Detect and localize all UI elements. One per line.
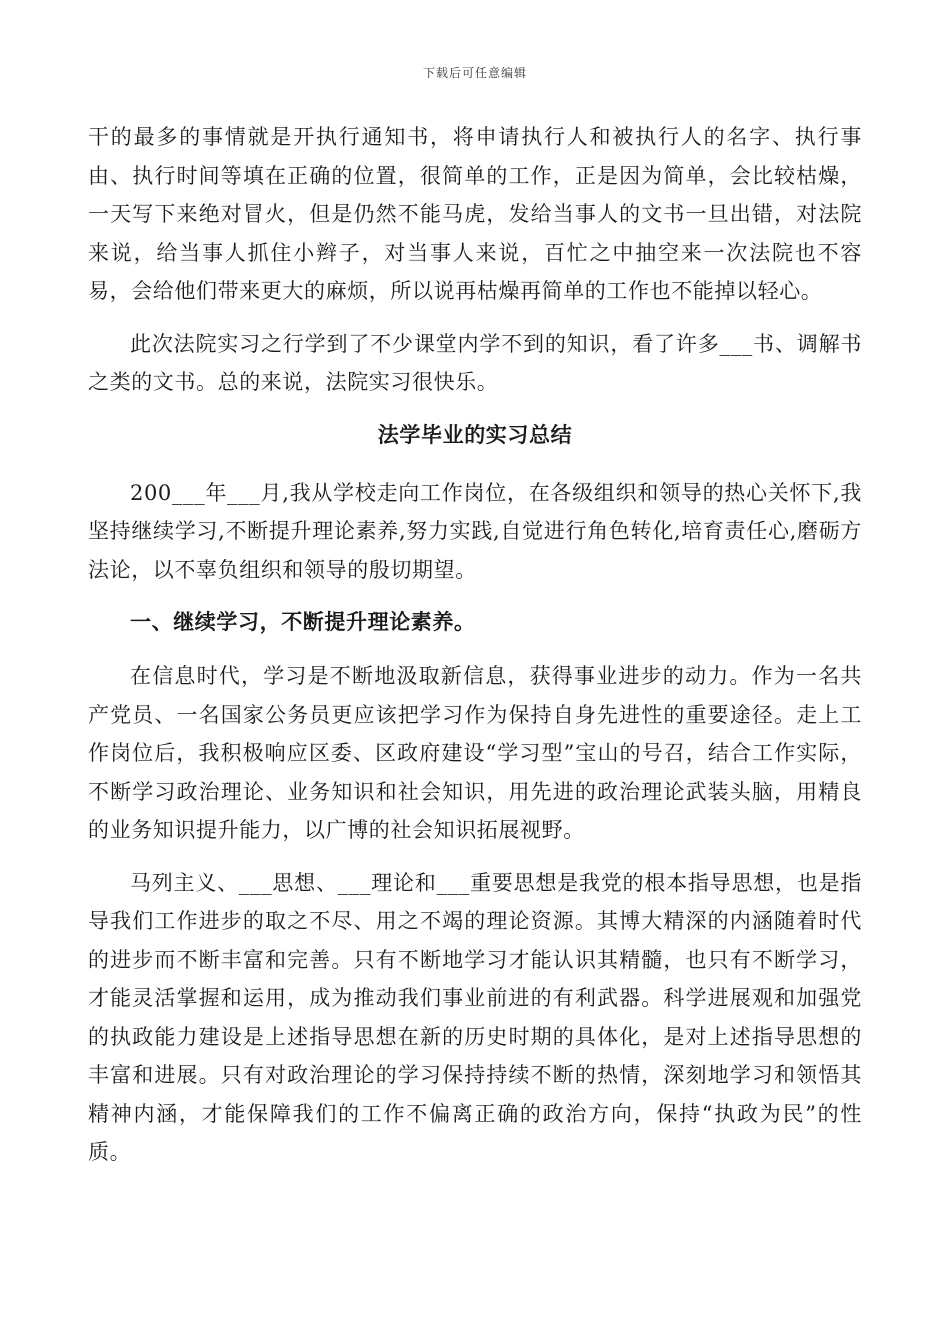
- paragraph-information-age: 在信息时代，学习是不断地汲取新信息，获得事业进步的动力。作为一名共产党员、一名国家公务员更应该把学习作为保持自身先进性的重要途径。走上工作岗位后，我积极响应区委、区政府建设“学习型”宝山的号召，结合工作实际，不断学习政治理论、业务知识和社会知识，用先进的政治理论武装头脑，用精良的业务知识提升能力，以广博的社会知识拓展视野。: [88, 664, 862, 842]
- section-heading-1: 一、继续学习，不断提升理论素养。: [130, 609, 476, 634]
- document-title: 法学毕业的实习总结: [377, 421, 573, 447]
- paragraph-internship-conclusion: 此次法院实习之行学到了不少课堂内学不到的知识，看了许多___书、调解书之类的文书。总的来说，法院实习很快乐。: [88, 331, 862, 394]
- paragraph-guiding-thought: 马列主义、___思想、___理论和___重要思想是我党的根本指导思想，也是指导我们工作进步的取之不尽、用之不竭的理论资源。其博大精深的内涵随着时代的进步而不断丰富和完善。只有不断地学习才能认识其精髓，也只有不断学习，才能灵活掌握和运用，成为推动我们事业前进的有利武器。科学进展观和加强党的执政能力建设是上述指导思想在新的历史时期的具体化，是对上述指导思想的丰富和进展。只有对政治理论的学习保持持续不断的热情，深刻地学习和领悟其精神内涵，才能保障我们的工作不偏离正确的政治方向，保持“执政为民”的性质。: [88, 870, 862, 1164]
- document-body: [88, 118, 862, 1172]
- page-header-note: 下载后可任意编辑: [422, 66, 527, 80]
- paragraph-court-work: 干的最多的事情就是开执行通知书，将申请执行人和被执行人的名字、执行事由、执行时间等填在正确的位置，很简单的工作，正是因为简单，会比较枯燥，一天写下来绝对冒火，但是仍然不能马虎，发给当事人的文书一旦出错，对法院来说，给当事人抓住小辫子，对当事人来说，百忙之中抽空来一次法院也不容易，会给他们带来更大的麻烦，所以说再枯燥再简单的工作也不能掉以轻心。: [88, 125, 862, 303]
- paragraph-intro: 200___年___月,我从学校走向工作岗位，在各级组织和领导的热心关怀下,我坚持继续学习,不断提升理论素养,努力实践,自觉进行角色转化,培育责任心,磨砺方法论，以不辜负组织和领导的殷切期望。: [88, 480, 862, 582]
